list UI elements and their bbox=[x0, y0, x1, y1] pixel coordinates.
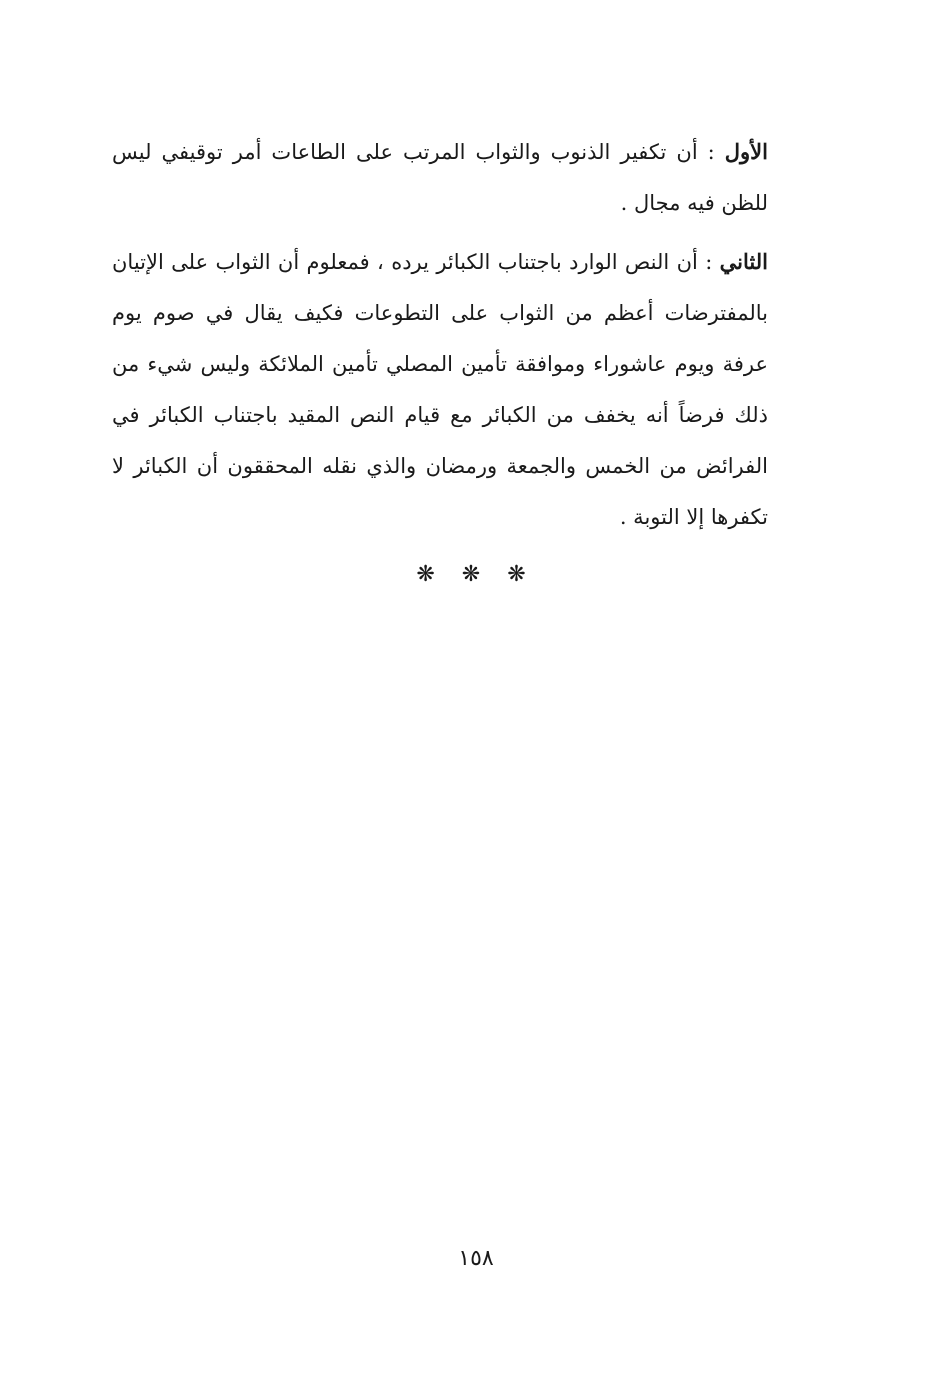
page-number: ١٥٨ bbox=[458, 1246, 494, 1271]
paragraph-first-point bbox=[112, 126, 768, 229]
paragraph-body-first: : أن تكفير الذنوب والثواب المرتب على الطاعات أمر توقيفي ليس للظن فيه مجال . bbox=[112, 140, 768, 215]
section-separator: ❋ ❋ ❋ bbox=[416, 562, 536, 587]
paragraph-lead-second: الثاني bbox=[719, 249, 768, 274]
paragraph-second-point bbox=[112, 236, 768, 543]
paragraph-body-second: : أن النص الوارد باجتناب الكبائر يرده ، فمعلوم أن الثواب على الإتيان بالمفترضات أعظم من الثواب على التطوعات فكيف يقال في صوم يوم عرفة ويوم عاشوراء وموافقة تأمين المصلي تأمين الملائكة وليس شيء من ذلك فرضاً أنه يخفف من الكبائر مع قيام النص المقيد باجتناب الكبائر في الفرائض من الخمس والجمعة ورمضان والذي نقله المحققون أن الكبائر لا تكفرها إلا التوبة . bbox=[112, 250, 768, 529]
paragraph-lead-first: الأول bbox=[724, 139, 768, 164]
